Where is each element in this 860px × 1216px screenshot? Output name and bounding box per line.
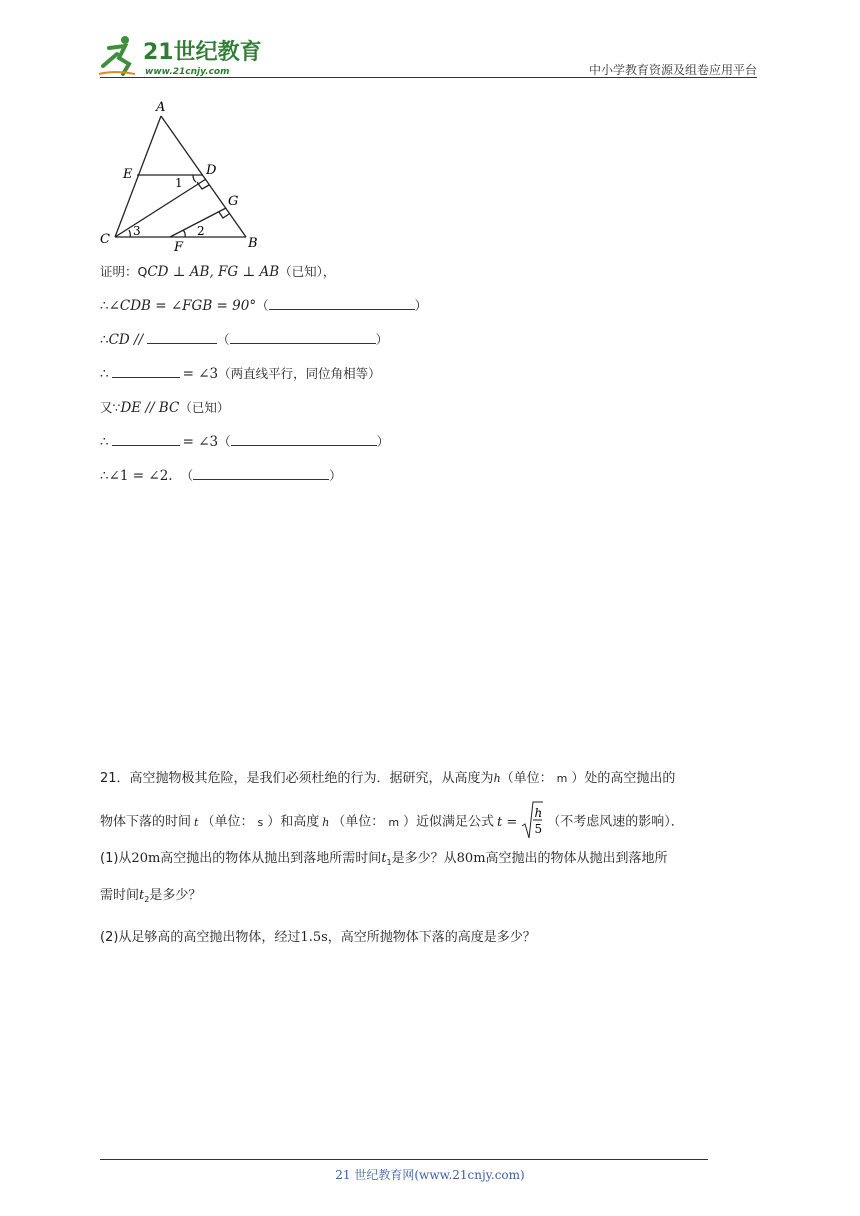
proof-line-3: ∴CD // （ ）: [100, 332, 389, 348]
formula-denominator: 5: [534, 822, 543, 836]
answer-blank[interactable]: [230, 330, 376, 344]
triangle-figure: [95, 96, 265, 256]
right-angle-g: [219, 212, 229, 218]
footer-divider: [100, 1159, 708, 1160]
label-f: F: [174, 240, 184, 255]
proof-line-1: 证明：QCD ⊥ AB, FG ⊥ AB（已知），: [100, 264, 336, 280]
label-d: D: [206, 163, 217, 178]
sqrt-formula: [521, 800, 543, 840]
proof-line-7: ∴∠1 = ∠2. （ ）: [100, 468, 342, 484]
logo-url: www.21cnjy.com: [145, 67, 230, 77]
side-ab: [161, 116, 246, 237]
answer-blank[interactable]: [193, 466, 329, 480]
arc-angle-3: [129, 230, 130, 237]
question-1-line-1: (1)从20m高空抛出的物体从抛出到落地所需时间$t_1$是多少？从80m高空抛出的物体从抛出到落地所: [100, 851, 668, 867]
formula-numerator: h: [534, 806, 543, 820]
question-1-line-2: 需时间$t_2$是多少？: [100, 888, 202, 904]
answer-blank[interactable]: [231, 432, 377, 446]
problem-line-2: 物体下落的时间 t （单位： s ）和高度 h （单位： m ）近似满足公式 t = h 5 （不考虑风速的影响）．: [100, 802, 684, 842]
page-header: [95, 30, 757, 78]
logo: [95, 34, 265, 78]
proof-line-2: ∴∠CDB = ∠FGB = 90°（ ）: [100, 298, 428, 314]
header-divider: [100, 77, 757, 78]
label-e: E: [123, 167, 133, 182]
answer-blank[interactable]: [112, 364, 180, 378]
label-angle-2: 2: [197, 224, 205, 238]
label-g: G: [228, 194, 239, 209]
runner-logo-icon: [99, 36, 135, 74]
answer-blank[interactable]: [269, 296, 415, 310]
label-c: C: [100, 232, 110, 247]
arc-angle-1: [193, 175, 196, 182]
label-angle-3: 3: [133, 224, 141, 238]
label-a: A: [156, 100, 166, 115]
proof-line-5: 又∵DE // BC（已知）: [100, 400, 230, 416]
label-angle-1: 1: [175, 176, 183, 190]
proof-line-6: ∴ = ∠3（ ）: [100, 434, 390, 450]
logo-text: 21世纪教育: [143, 40, 262, 65]
problem-line-1: 21．高空抛物极其危险，是我们必须杜绝的行为．据研究，从高度为h（单位： m ）处的高空抛出的: [100, 771, 676, 786]
footer-text[interactable]: 21 世纪教育网(www.21cnjy.com): [335, 1168, 525, 1182]
proof-line-4: ∴ = ∠3（两直线平行，同位角相等）: [100, 366, 381, 382]
segment-cd: [115, 179, 206, 237]
answer-blank[interactable]: [147, 330, 217, 344]
arc-angle-2: [183, 230, 185, 237]
label-b: B: [248, 236, 258, 251]
answer-blank[interactable]: [112, 432, 180, 446]
header-slogan: 中小学教育资源及组卷应用平台: [588, 63, 757, 77]
question-2: (2)从足够高的高空抛出物体，经过1.5s，高空所抛物体下落的高度是多少？: [100, 930, 536, 945]
side-ac: [115, 116, 161, 237]
